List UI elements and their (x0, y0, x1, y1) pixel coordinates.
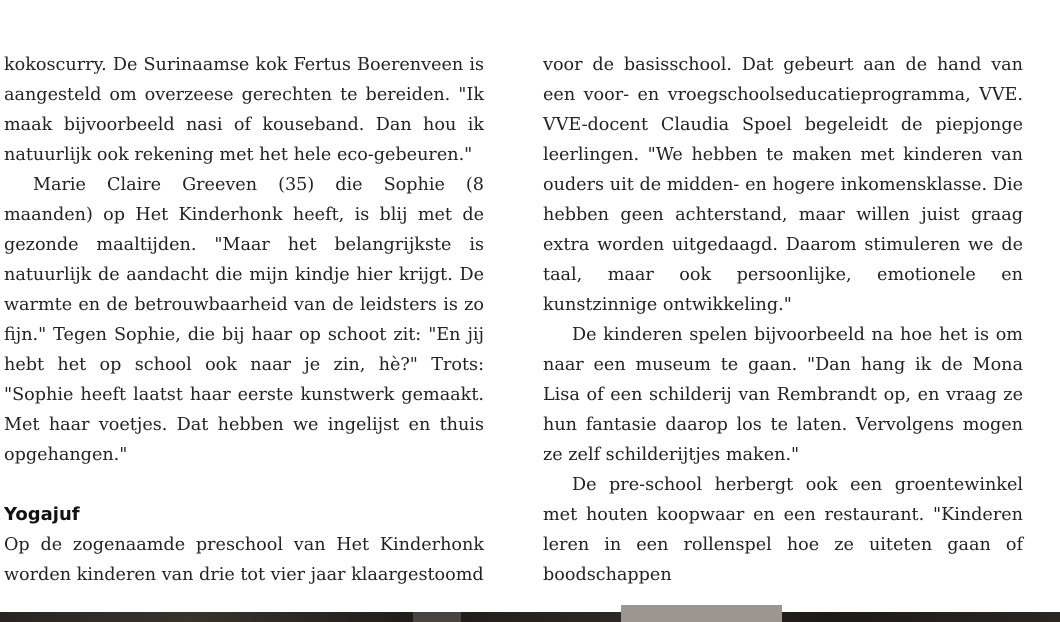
article-column-right (543, 50, 1023, 590)
paragraph: kokoscurry. De Surinaamse kok Fertus Boerenveen is aangesteld om overzeese gerechten te bereiden. "Ik maak bijvoorbeeld nasi of kouseband. Dan hou ik natuurlijk ook rekening met het hele eco-gebeuren." (4, 55, 484, 165)
paragraph: Marie Claire Greeven (35) die Sophie (8 maanden) op Het Kinderhonk heeft, is blij met de gezonde maaltijden. "Maar het belangrijkste is natuurlijk de aandacht die mijn kindje hier krijgt. De warmte en de betrouwbaarheid van de leidsters is zo fijn." Tegen Sophie, die bij haar op schoot zit: "En jij hebt het op school ook naar je zin, hè?" Trots: "Sophie heeft laatst haar eerste kunstwerk gemaakt. Met haar voetjes. Dat hebben we ingelijst en thuis opgehangen." (4, 175, 484, 465)
horizontal-scrollbar-thumb[interactable] (621, 605, 782, 622)
paragraph: Op de zogenaamde preschool van Het Kinderhonk worden kinderen van drie tot vier jaar klaargestoomd (4, 535, 484, 585)
article-column-left (4, 50, 484, 590)
article-photo-strip (0, 612, 1060, 622)
photo-detail (413, 612, 461, 622)
paragraph: voor de basisschool. Dat gebeurt aan de hand van een voor- en vroegschoolseducatieprogramma, VVE. VVE-docent Claudia Spoel begeleidt de piepjonge leerlingen. "We hebben te maken met kinderen van ouders uit de midden- en hogere inkomensklasse. Die hebben geen achterstand, maar willen juist graag extra worden uitgedaagd. Daarom stimuleren we de taal, maar ook persoonlijke, emotionele en kunstzinnige ontwikkeling." (543, 55, 1023, 315)
section-heading: Yogajuf (4, 504, 80, 525)
paragraph: De kinderen spelen bijvoorbeeld na hoe het is om naar een museum te gaan. "Dan hang ik de Mona Lisa of een schilderij van Rembrandt op, en vraag ze hun fantasie daarop los te laten. Vervolgens mogen ze zelf schilderijtjes maken." (543, 325, 1023, 465)
paragraph: De pre-school herbergt ook een groentewinkel met houten koopwaar en een restaurant. "Kinderen leren in een rollenspel hoe ze uiteten gaan of boodschappen (543, 475, 1023, 585)
